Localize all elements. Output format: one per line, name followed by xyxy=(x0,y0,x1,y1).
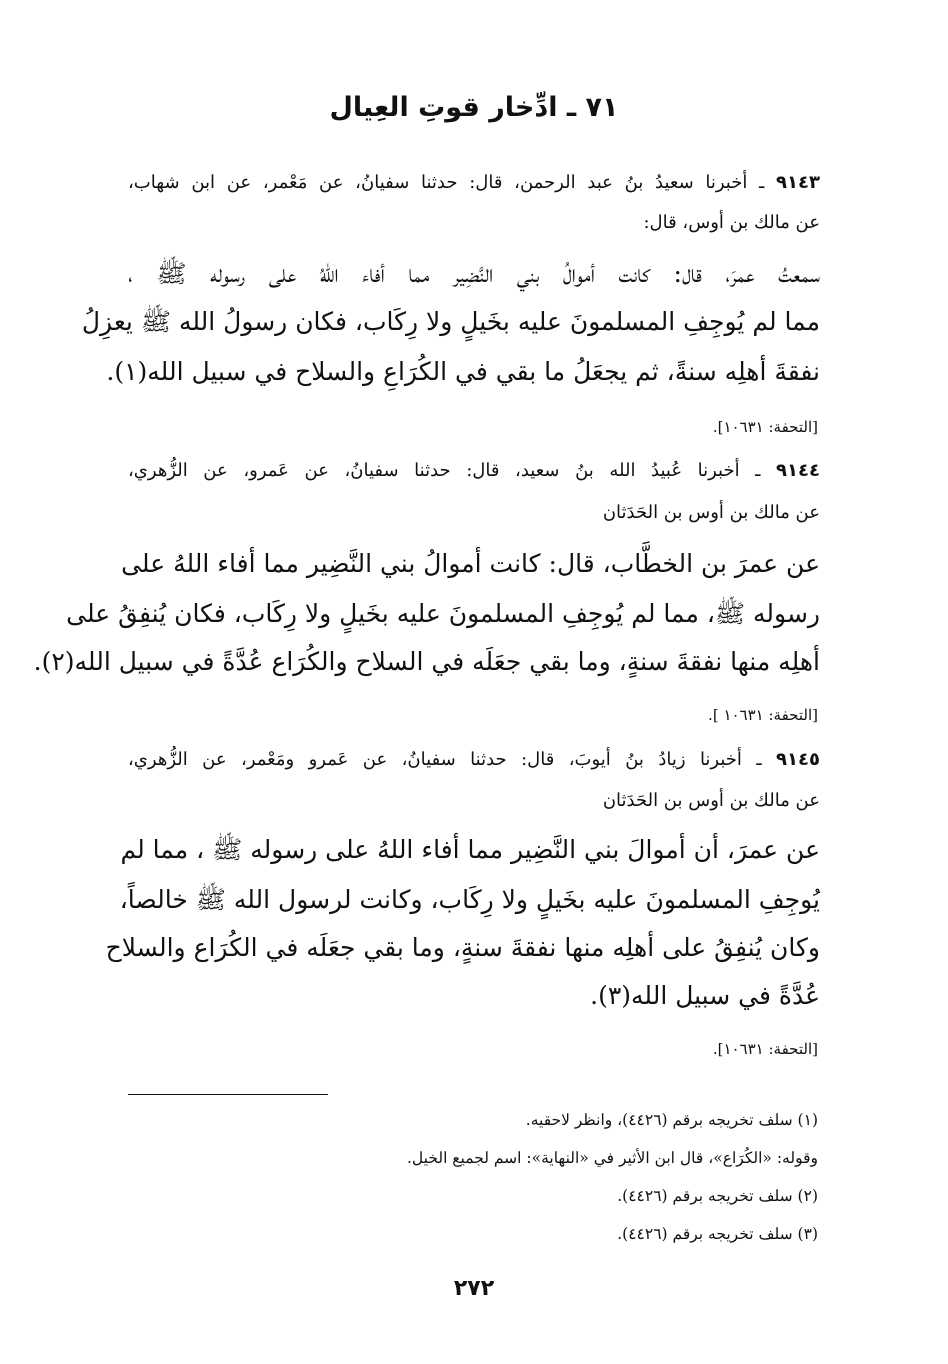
hadith-9144-tuhfa-ref: [التحفة: ١٠٦٣١ ]. xyxy=(708,706,818,724)
hadith-9143-matn-line-1: سمعتُ عمرَ، قال: كانت أموالُ بني النَّضِير مما أفاء اللهُ على رسوله ﷺ ، xyxy=(128,259,820,288)
hadith-9143-tuhfa-ref: [التحفة: ١٠٦٣١]. xyxy=(712,418,818,436)
hadith-9145-matn-line-2: يُوجِفِ المسلمونَ عليه بخَيلٍ ولا رِكَاب، وكانت لرسول الله ﷺ خالصاً، xyxy=(119,885,820,914)
hadith-number: ٩١٤٤ xyxy=(776,460,820,481)
footnote-2: (٢) سلف تخريجه برقم (٤٤٢٦). xyxy=(617,1187,818,1205)
hadith-9144-matn-line-1: عن عمرَ بن الخطَّاب، قال: كانت أموالُ بني النَّضِير مما أفاء اللهُ على xyxy=(121,549,820,578)
hadith-number: ٩١٤٣ xyxy=(776,172,820,193)
footnote-3: (٣) سلف تخريجه برقم (٤٤٢٦). xyxy=(617,1225,818,1243)
hadith-9145-isnad-line-2: عن مالك بن أوس بن الحَدَثان xyxy=(602,790,820,811)
isnad-text: ـ أخبرنا زيادُ بنُ أيوبَ، قال: حدثنا سفيانُ، عن عَمرو ومَعْمر، عن الزُّهري، xyxy=(128,749,762,770)
hadith-9145-matn-line-4: عُدَّةً في سبيل الله(٣). xyxy=(590,981,820,1010)
hadith-9143-matn-line-3: نفقةَ أهلِه سنةً، ثم يجعَلُ ما بقي في الكُرَاعِ والسلاح في سبيل الله(١). xyxy=(106,357,820,386)
isnad-text: ـ أخبرنا عُبيدُ الله بنُ سعيد، قال: حدثنا سفيانُ، عن عَمرو، عن الزُّهري، xyxy=(128,460,761,481)
footnote-1-continuation: وقوله: «الكُرَاع»، قال ابن الأثير في «النهاية»: اسم لجميع الخيل. xyxy=(407,1149,818,1167)
hadith-9145-matn-line-3: وكان يُنفِقُ على أهلِه منها نفقةَ سنةٍ، وما بقي جعَلَه في الكُرَاع والسلاح xyxy=(105,933,820,962)
hadith-9144-matn-line-3: أهلِه منها نفقةَ سنةٍ، وما بقي جعَلَه في السلاح والكُرَاع عُدَّةً في سبيل الله(٢). xyxy=(33,647,820,676)
hadith-9144-isnad-line-1 xyxy=(128,456,820,486)
hadith-9144-matn-line-2: رسوله ﷺ، مما لم يُوجِفِ المسلمونَ عليه بخَيلٍ ولا رِكَاب، فكان يُنفِقُ على xyxy=(66,599,820,628)
isnad-text: ـ أخبرنا سعيدُ بنُ عبد الرحمن، قال: حدثنا سفيانُ، عن مَعْمر، عن ابن شهاب، xyxy=(128,172,765,193)
hadith-9143-matn-line-2: مما لم يُوجِفِ المسلمونَ عليه بخَيلٍ ولا رِكَاب، فكان رسولُ الله ﷺ يعزِلُ xyxy=(81,307,820,336)
hadith-number: ٩١٤٥ xyxy=(776,749,820,770)
chapter-title: ٧١ ـ ادِّخار قوتِ العِيال xyxy=(329,92,619,123)
hadith-9145-isnad-line-1 xyxy=(128,745,820,775)
hadith-9143-isnad-line-2: عن مالك بن أوس، قال: xyxy=(643,212,820,233)
footnote-1: (١) سلف تخريجه برقم (٤٤٢٦)، وانظر لاحقيه. xyxy=(525,1111,818,1129)
hadith-9145-matn-line-1: عن عمرَ، أن أموالَ بني النَّضِير مما أفاء اللهُ على رسوله ﷺ ، مما لم xyxy=(120,835,820,864)
hadith-9145-tuhfa-ref: [التحفة: ١٠٦٣١]. xyxy=(712,1040,818,1058)
page-number: ٢٧٢ xyxy=(453,1276,495,1301)
hadith-9144-isnad-line-2: عن مالك بن أوس بن الحَدَثان xyxy=(602,502,820,523)
footnote-separator xyxy=(128,1094,328,1095)
hadith-9143-isnad-line-1 xyxy=(128,168,820,198)
